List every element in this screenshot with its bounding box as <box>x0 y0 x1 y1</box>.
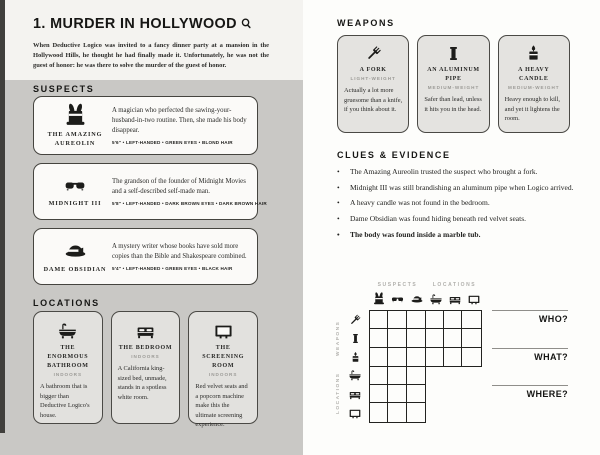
grid-cell[interactable] <box>462 329 480 347</box>
grid-cell[interactable] <box>426 311 444 329</box>
grid-cell[interactable] <box>388 403 406 421</box>
suspect-card-aureolin <box>33 96 258 155</box>
bathtub-icon <box>57 320 78 341</box>
grid-cell[interactable] <box>426 329 444 347</box>
bullet: • <box>337 213 340 223</box>
candle-icon <box>524 44 543 63</box>
page-edge <box>0 0 5 433</box>
location-description: Red velvet seats and a popcorn machine make this the ultimate screening experience. <box>195 383 248 429</box>
grid-cell[interactable] <box>370 385 388 403</box>
weapons-section-header: WEAPONS <box>337 18 395 28</box>
weapon-description: Actually a lot more gruesome than a knife, if you think about it. <box>344 87 403 114</box>
location-description: A bathroom that is bigger than Deductive Logico's house. <box>40 383 90 419</box>
magician-hat-icon <box>63 103 88 128</box>
grid-cell[interactable] <box>370 329 388 347</box>
grid-location-row-icons <box>346 366 364 423</box>
suspect-card-midnight <box>33 163 267 220</box>
pipe-icon <box>444 44 463 63</box>
location-list <box>33 311 258 429</box>
clue-text: The Amazing Aureolin trusted the suspect who brought a fork. <box>350 167 538 176</box>
clue-text: The body was found inside a marble tub. <box>350 229 481 239</box>
weapon-name: AN ALUMINUM PIPE <box>427 67 480 82</box>
pipe-icon <box>349 332 362 345</box>
grid-cell[interactable] <box>444 348 462 366</box>
grid-cell[interactable] <box>388 329 406 347</box>
grid-cell[interactable] <box>407 329 425 347</box>
suspect-name: DAME OBSIDIAN <box>43 266 107 274</box>
grid-locations-side-label: LOCATIONS <box>336 372 341 415</box>
suspect-name: MIDNIGHT III <box>48 199 102 207</box>
grid-cell[interactable] <box>407 311 425 329</box>
dame-hat-icon <box>410 292 424 306</box>
grid-cell[interactable] <box>462 311 480 329</box>
answer-blank-who[interactable]: WHO? <box>492 310 568 324</box>
grid-cell[interactable] <box>388 385 406 403</box>
grid-locations-suspects <box>369 366 426 423</box>
sunglasses-icon <box>62 175 88 197</box>
clue-item <box>337 214 575 224</box>
weapon-weight: LIGHT-WEIGHT <box>350 76 396 81</box>
suspect-description: The grandson of the founder of Midnight Movies and a self-described self-made man. <box>112 178 246 196</box>
grid-cell[interactable] <box>407 367 425 385</box>
grid-cell[interactable] <box>370 367 388 385</box>
weapon-list <box>337 35 570 133</box>
grid-weapons-suspects <box>369 310 426 367</box>
location-type: INDOORS <box>208 372 238 377</box>
clue-item-key <box>337 230 575 240</box>
grid-cell[interactable] <box>388 367 406 385</box>
suspect-description: A mystery writer whose books have sold more copies than the Bible and Shakespeare combined. <box>112 243 247 261</box>
suspect-stats: 5'6" • LEFT-HANDED • GREEN EYES • BLOND HAIR <box>112 139 233 145</box>
sunglasses-icon <box>390 293 405 306</box>
weapon-card-fork <box>337 35 409 133</box>
bed-icon <box>348 387 362 401</box>
grid-cell[interactable] <box>444 311 462 329</box>
grid-cell[interactable] <box>388 348 406 366</box>
clue-text: Dame Obsidian was found hiding beneath red velvet seats. <box>350 213 526 223</box>
clue-item <box>337 183 575 193</box>
bathtub-icon <box>429 292 443 306</box>
grid-weapons-locations <box>425 310 482 367</box>
grid-weapon-row-icons <box>346 310 364 367</box>
grid-cell[interactable] <box>426 348 444 366</box>
page-title-text: 1. MURDER IN HOLLYWOOD <box>33 15 237 32</box>
weapon-card-candle <box>498 35 570 133</box>
grid-cell[interactable] <box>462 348 480 366</box>
clue-text: A heavy candle was not found in the bedroom. <box>350 198 490 208</box>
weapon-name: A HEAVY CANDLE <box>518 67 550 82</box>
grid-column-icons <box>369 291 483 307</box>
grid-weapons-side-label: WEAPONS <box>336 320 341 357</box>
bed-icon <box>135 320 156 341</box>
location-description: A California king-sized bed, unmade, stands in a spotless white room. <box>117 365 167 401</box>
location-name: THE ENORMOUS BATHROOM <box>47 345 89 369</box>
grid-cell[interactable] <box>370 311 388 329</box>
bullet: • <box>337 182 340 192</box>
dame-hat-icon <box>63 238 88 263</box>
screen-icon <box>467 292 481 306</box>
suspect-description: A magician who perfected the sawing-your-husband-in-two routine. Then, she made his body disappear. <box>112 107 247 135</box>
answer-blank-what[interactable]: WHAT? <box>492 348 568 362</box>
location-type: INDOORS <box>53 372 83 377</box>
clue-list <box>337 167 575 245</box>
grid-cell[interactable] <box>407 385 425 403</box>
candle-icon <box>349 351 362 364</box>
location-card-bathroom <box>33 311 103 424</box>
suspect-list <box>33 96 267 285</box>
suspect-card-obsidian <box>33 228 258 285</box>
suspect-name: THE AMAZING AUREOLIN <box>47 130 103 147</box>
intro-paragraph: When Deductive Logico was invited to a fancy dinner party at a mansion in the Hollywood Hills, he thought he had finally made it. Unfortunately, he was not the guest of honor: he was there to solve the murder of the guest of honor. <box>33 42 269 69</box>
magnifier-icon <box>241 17 253 30</box>
weapon-card-pipe <box>417 35 489 133</box>
grid-suspects-label: SUSPECTS <box>377 282 418 288</box>
bathtub-icon <box>348 368 362 382</box>
grid-cell[interactable] <box>444 329 462 347</box>
bullet: • <box>337 167 340 176</box>
fork-icon <box>364 44 383 63</box>
clue-text: Midnight III was still brandishing an aluminum pipe when Logico arrived. <box>350 182 574 192</box>
suspect-stats: 5'8" • LEFT-HANDED • DARK BROWN EYES • DARK BROWN HAIR <box>112 200 267 206</box>
location-name: THE SCREENING ROOM <box>202 345 245 369</box>
suspects-section-header: SUSPECTS <box>33 84 95 94</box>
locations-section-header: LOCATIONS <box>33 298 100 308</box>
grid-locations-label: LOCATIONS <box>432 282 477 288</box>
clue-item <box>337 167 575 177</box>
location-card-bedroom <box>111 311 181 424</box>
page-title <box>33 15 253 32</box>
location-card-screening-room <box>188 311 258 429</box>
clues-section-header: CLUES & EVIDENCE <box>337 150 451 160</box>
weapon-name: A FORK <box>359 67 387 73</box>
weapon-description: Safer than lead, unless it hits you in the head. <box>424 96 482 113</box>
weapon-weight: MEDIUM-WEIGHT <box>508 85 560 90</box>
grid-cell[interactable] <box>407 348 425 366</box>
location-name: THE BEDROOM <box>118 345 173 351</box>
grid-cell[interactable] <box>407 403 425 421</box>
bullet: • <box>337 229 340 239</box>
fork-icon <box>348 313 362 327</box>
location-type: INDOORS <box>131 354 160 359</box>
screen-icon <box>213 320 234 341</box>
weapon-description: Heavy enough to kill, and yet it lightens the room. <box>504 96 561 123</box>
weapon-weight: MEDIUM-WEIGHT <box>427 85 480 90</box>
magician-hat-icon <box>372 292 386 306</box>
suspect-stats: 5'4" • LEFT-HANDED • GREEN EYES • BLACK HAIR <box>112 265 233 271</box>
bullet: • <box>337 198 340 208</box>
bed-icon <box>448 292 462 306</box>
screen-icon <box>348 406 362 420</box>
grid-cell[interactable] <box>388 311 406 329</box>
clue-item <box>337 198 575 208</box>
grid-cell[interactable] <box>370 348 388 366</box>
answer-blank-where[interactable]: WHERE? <box>492 385 568 399</box>
grid-cell[interactable] <box>370 403 388 421</box>
